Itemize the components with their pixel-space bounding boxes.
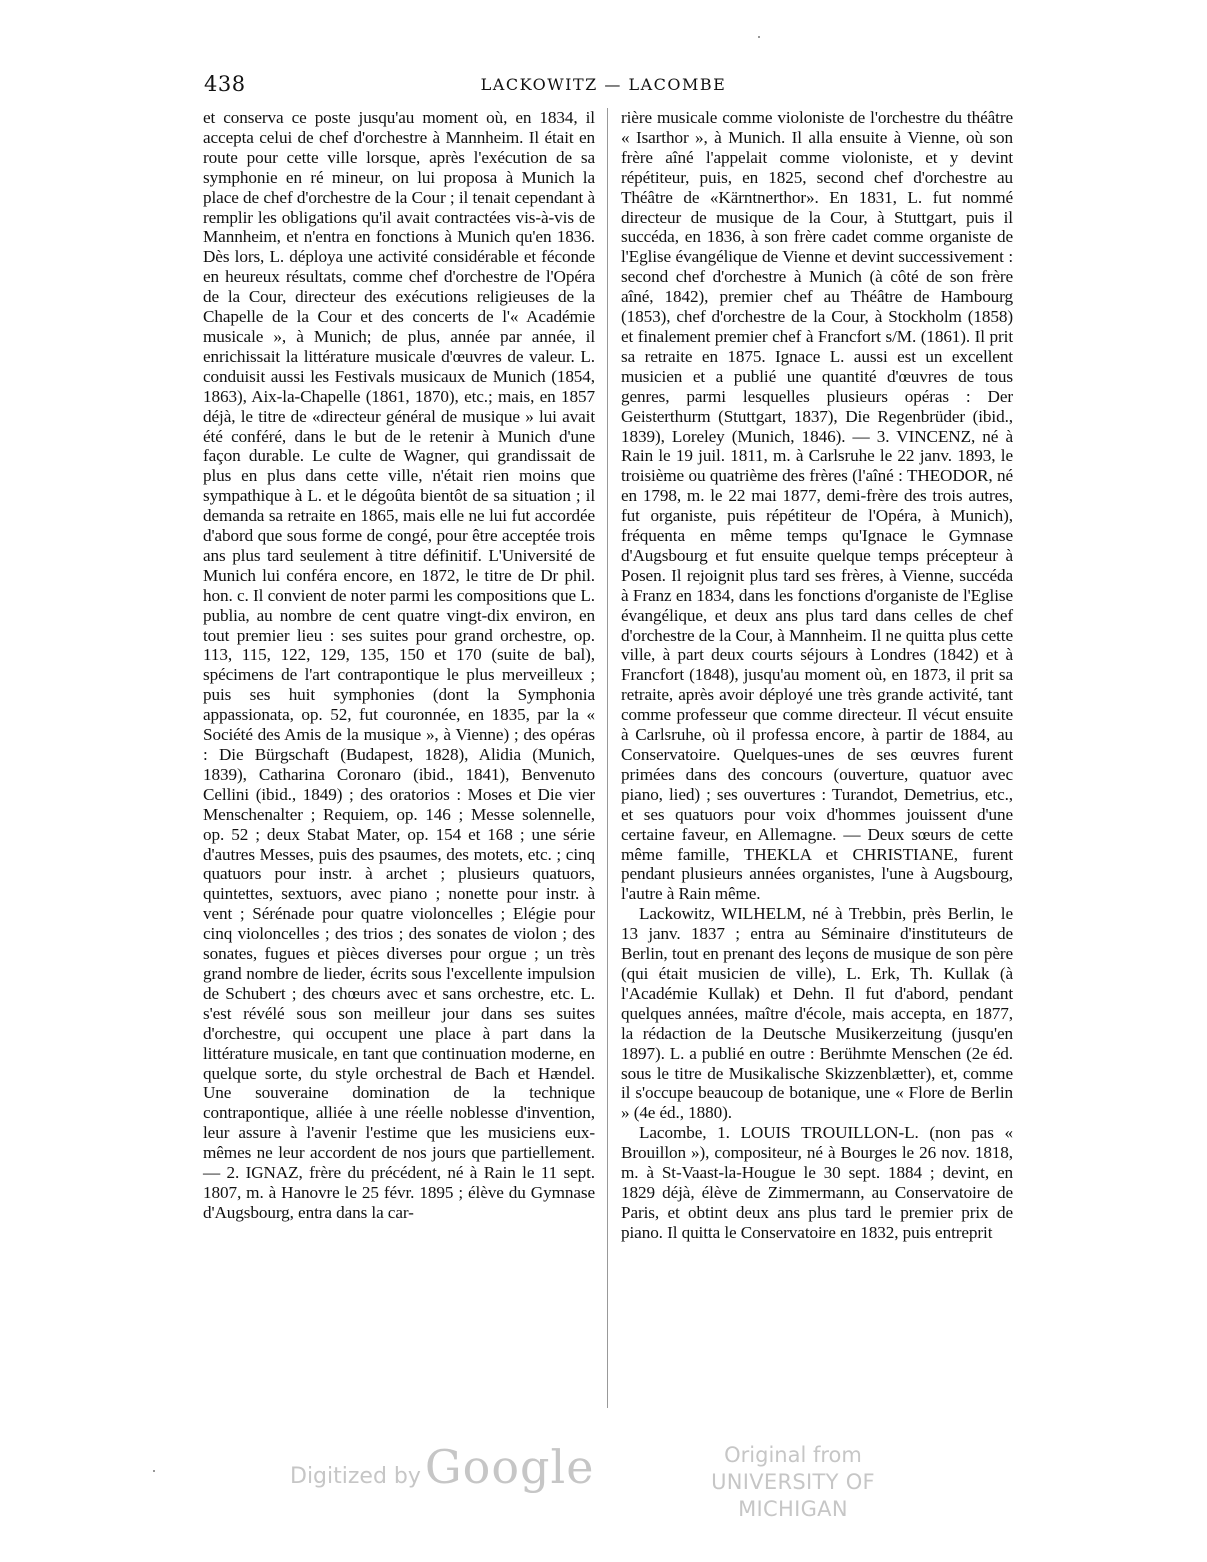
google-logo: Google xyxy=(424,1440,595,1494)
entry-lacombe: Lacombe, 1. LOUIS TROUILLON-L. (non pas « Brouillon »), compositeur, né à Bourges le 26 nov. 1818, m. à St-Vaast-la-Hougue le 30 sept. 1884 ; devint, en 1829 déjà, élève de Zimmermann, au Conservatoire de Paris, et obtint deux ans plus tard le premier prix de piano. Il quitta le Conservatoire en 1832, puis entreprit xyxy=(621,1123,1013,1242)
digitized-prefix: Digitized by xyxy=(290,1464,421,1489)
running-title: LACKOWITZ — LACOMBE xyxy=(480,75,727,94)
original-from-label: Original from xyxy=(724,1443,862,1467)
left-column xyxy=(203,108,595,1223)
page-number: 438 xyxy=(204,72,246,96)
left-column-paragraph: et conserva ce poste jusqu'au moment où, en 1834, il accepta celui de chef d'orchestre à Mannheim. Il était en route pour cette ville lorsque, après l'exécution de sa symphonie en ré mineur, on lui proposa à Munich la place de chef d'orchestre de la Cour ; il tenait cependant à remplir les obligations qu'il avait contractées vis-à-vis de Mannheim, et n'entra en fonctions à Munich qu'en 1836. Dès lors, L. déploya une activité considérable et féconde en heureux résultats, comme chef d'orchestre de l'Opéra de la Cour, directeur des exécutions religieuses de la Chapelle de la Cour et des concerts de l'« Académie musicale », à Munich; de plus, année par année, il enrichissait la littérature musicale d'œuvres de valeur. L. conduisit aussi les Festivals musicaux de Munich (1854, 1863), Aix-la-Chapelle (1861, 1870), etc.; mais, en 1857 déjà, le titre de «directeur général de musique » lui avait été conféré, dans le but de le retenir à Munich d'une façon durable. Le culte de Wagner, qui grandissait de plus en plus dans cette ville, n'était rien moins que sympathique à L. et le dégoûta bientôt de sa situation ; il demanda sa retraite en 1865, mais elle ne lui fut accordée d'abord que sous forme de congé, pour être acceptée trois ans plus tard seulement à titre définitif. L'Université de Munich lui conféra encore, en 1872, le titre de Dr phil. hon. c. Il convient de noter parmi les compositions que L. publia, au nombre de cent quatre vingt-dix environ, en tout premier lieu : ses suites pour grand orchestre, op. 113, 115, 122, 129, 135, 150 et 170 (suite de bal), spécimens de l'art contrapontique le plus merveilleux ; puis ses huit symphonies (dont la Symphonia appassionata, op. 52, fut couronnée, en 1835, par la « Société des Amis de la musique », à Vienne) ; des opéras : Die Bürgschaft (Budapest, 1828), Alidia (Munich, 1839), Catharina Coronaro (ibid., 1841), Benvenuto Cellini (ibid., 1849) ; des oratorios : Moses et Die vier Menschenalter ; Requiem, op. 146 ; Messe solennelle, op. 52 ; deux Stabat Mater, op. 154 et 168 ; une série d'autres Messes, puis des psaumes, des motets, etc. ; cinq quatuors pour instr. à archet ; plusieurs quatuors, quintettes, sextuors, avec piano ; nonette pour instr. à vent ; Sérénade pour quatre violoncelles ; Elégie pour cinq violoncelles ; des trios ; des sonates de violon ; des sonates, fugues et pièces diverses pour orgue ; un très grand nombre de lieder, écrits sous l'excellente impulsion de Schubert ; des chœurs avec et sans orchestre, etc. L. s'est révélé sous son meilleur jour dans ses suites d'orchestre, qui occupent une place à part dans la littérature musicale, en tant que continuation moderne, en quelque sorte, du style orchestral de Bach et Hændel. Une souveraine domination de la technique contrapontique, alliée à une réelle noblesse d'invention, leur assure à l'avenir l'estime que les musiciens eux-mêmes ne leur accordent de nos jours que partiellement. — 2. IGNAZ, frère du précédent, né à Rain le 11 sept. 1807, m. à Hanovre le 25 févr. 1895 ; élève du Gymnase d'Augsbourg, entra dans la car- xyxy=(203,108,595,1222)
right-column-paragraph: rière musicale comme violoniste de l'orchestre du théâtre « Isarthor », à Munich. Il alla ensuite à Vienne, où son frère aîné l'appelait comme violoniste, et y devint répétiteur, puis, en 1825, second chef d'orchestre au Théâtre de «Kärntnerthor». En 1831, L. fut nommé directeur de musique de la Cour, à Stuttgart, puis il succéda, en 1836, à son frère cadet comme organiste de l'Eglise évangélique de Vienne et devint successivement : second chef d'orchestre à Munich (à côté de son frère aîné, 1842), premier chef au Théâtre de Hambourg (1853), chef d'orchestre de la Cour, à Stockholm (1858) et finalement premier chef à Francfort s/M. (1861). Il prit sa retraite en 1875. Ignace L. aussi est un excellent musicien et a publié une quantité d'œuvres de tous genres, parmi lesquelles plusieurs opéras : Der Geisterthurm (Stuttgart, 1837), Die Regenbrüder (ibid., 1839), Loreley (Munich, 1846). — 3. VINCENZ, né à Rain le 19 juil. 1811, m. à Carlsruhe le 22 janv. 1893, le troisième ou quatrième des frères (l'aîné : THEODOR, né en 1798, m. le 22 mai 1877, demi-frère des trois autres, fut organiste, puis répétiteur de l'Opéra, à Munich), fréquenta en même temps qu'Ignace le Gymnase d'Augsbourg et fut ensuite quelque temps précepteur à Posen. Il rejoignit plus tard ses frères, à Vienne, succéda à Franz en 1834, dans les fonctions d'organiste de l'Eglise évangélique, et deux ans plus tard dans celles de chef d'orchestre de la Cour, à Mannheim. Il ne quitta plus cette ville, à part deux courts séjours à Londres (1842) et à Francfort (1848), jusqu'au moment où, en 1873, il prit sa retraite, après avoir déployé une très grande activité, tant comme professeur que comme directeur. Il vécut ensuite à Carlsruhe, où il professa encore, à partir de 1884, au Conservatoire. Quelques-unes de ses œuvres furent primées dans des concours (ouverture, quatuor avec piano, lied) ; ses ouvertures : Turandot, Demetrius, etc., et ses quatuors pour voix d'hommes jouissent d'une certaine faveur, en Allemagne. — Deux sœurs de cette même famille, THEKLA et CHRISTIANE, furent pendant plusieurs années organistes, l'une à Augsbourg, l'autre à Rain même. xyxy=(621,108,1013,904)
column-divider xyxy=(607,108,608,1408)
right-column xyxy=(621,108,1013,1243)
scan-speck xyxy=(153,1470,155,1472)
scan-speck xyxy=(758,36,760,38)
entry-lackowitz: Lackowitz, WILHELM, né à Trebbin, près Berlin, le 13 janv. 1837 ; entra au Séminaire d'instituteurs de Berlin, tout en prenant des leçons de musique de son père (qui était musicien de ville), L. Erk, Th. Kullak (à l'Académie Kullak) et Dehn. Il fut d'abord, pendant quelques années, maître d'école, mais accepta, en 1877, la rédaction de la Deutsche Musikerzeitung (jusqu'en 1897). L. a publié en outre : Berühmte Menschen (2e éd. sous le titre de Musikalische Skizzenblætter), et, comme il s'occupe beaucoup de botanique, une « Flore de Berlin » (4e éd., 1880). xyxy=(621,904,1013,1123)
original-source-watermark xyxy=(668,1442,918,1523)
digitized-watermark xyxy=(290,1440,595,1494)
university-label: UNIVERSITY OF MICHIGAN xyxy=(711,1470,875,1521)
